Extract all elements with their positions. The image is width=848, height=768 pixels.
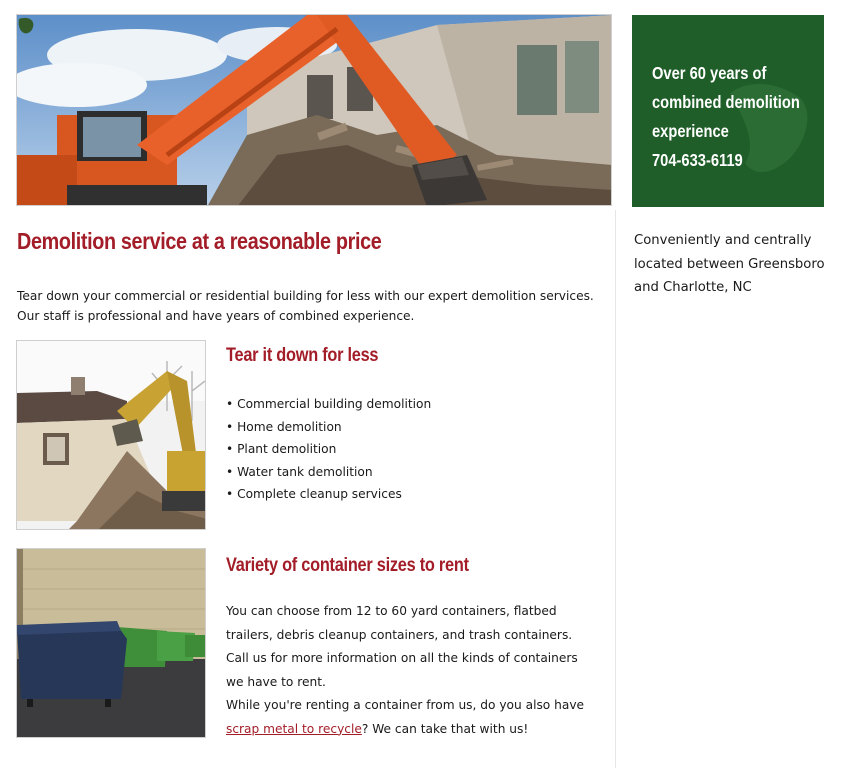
scrap-metal-paragraph — [226, 694, 596, 741]
location-text: Conveniently and centrally located between Greensboro and Charlotte, NC — [634, 233, 825, 295]
scrap-paragraph-text-before: While you're renting a container from us, do you also have — [226, 698, 585, 712]
house-demolition-image — [16, 340, 206, 530]
section-heading-containers: Variety of container sizes to rent — [226, 555, 469, 576]
scrap-metal-link[interactable]: scrap metal to recycle — [226, 721, 362, 736]
scrap-paragraph-text-after: ? We can take that with us! — [361, 721, 529, 736]
list-item: • Water tank demolition — [226, 461, 431, 484]
promo-line: Over 60 years of — [652, 63, 767, 83]
list-item: • Home demolition — [226, 416, 431, 439]
section-heading-tear-down: Tear it down for less — [226, 345, 379, 366]
list-item: • Commercial building demolition — [226, 393, 431, 416]
promo-line: combined demolition — [652, 92, 800, 112]
promo-text — [652, 59, 800, 175]
promo-phone[interactable]: 704-633-6119 — [652, 150, 743, 170]
hero-image-excavator — [16, 14, 612, 206]
intro-paragraph: Tear down your commercial or residential building for less with our expert demolition services. Our staff is professional and have years of combined experience. — [17, 289, 594, 323]
column-divider — [615, 210, 616, 768]
list-item: • Complete cleanup services — [226, 483, 431, 506]
list-item: • Plant demolition — [226, 438, 431, 461]
experience-promo-box — [632, 15, 824, 207]
promo-line: experience — [652, 121, 729, 141]
dumpster-containers-image — [16, 548, 206, 738]
containers-paragraph: You can choose from 12 to 60 yard containers, flatbed trailers, debris cleanup containers, and trash containers. Call us for more information on all the kinds of containers we have to rent. — [226, 604, 578, 689]
page-headline: Demolition service at a reasonable price — [17, 228, 382, 254]
services-list — [226, 393, 431, 506]
